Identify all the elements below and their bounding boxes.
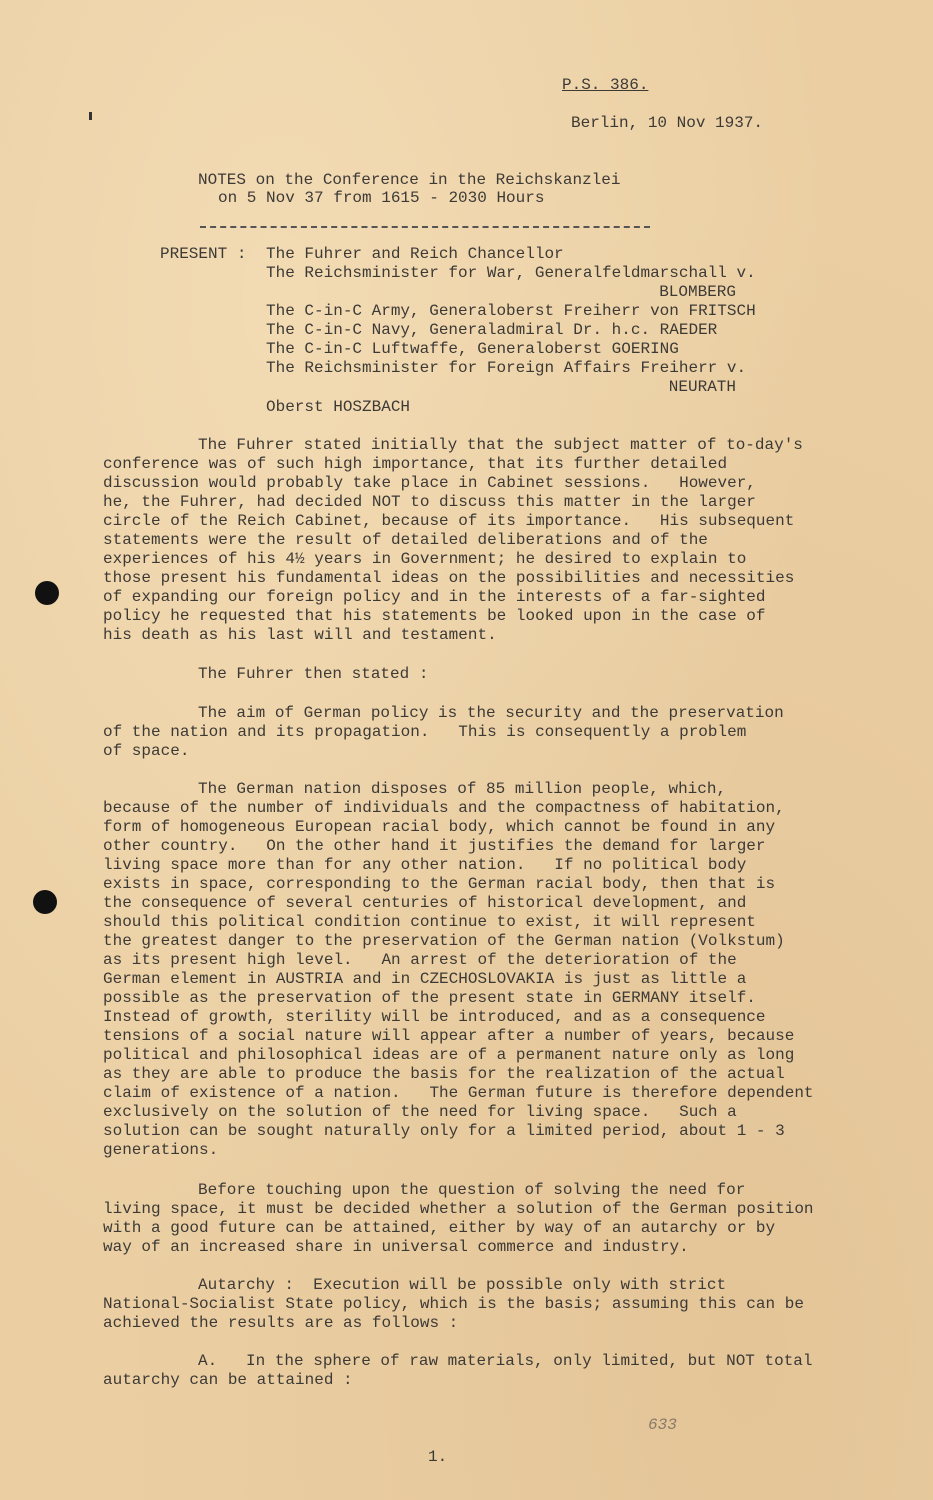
page-number: 1. [428,1448,448,1466]
date-line: Berlin, 10 Nov 1937. [571,114,764,132]
document-reference: P.S. 386. [562,76,649,94]
text-line: solution can be sought naturally only for a limited period, about 1 - 3 [103,1122,785,1140]
punch-hole [33,890,57,914]
text-line: living space, it must be decided whether a solution of the German position [103,1200,814,1218]
text-line: Before touching upon the question of solving the need for [198,1181,746,1199]
attendee-list [266,245,756,417]
document-title-line-2: on 5 Nov 37 from 1615 - 2030 Hours [218,189,545,207]
text-line: should this political condition continue to exist, it will represent [103,913,756,931]
attendee-continuation: BLOMBERG [659,283,736,301]
paragraph [103,1352,833,1390]
text-line: with a good future can be attained, either by way of an autarchy or by [103,1219,776,1237]
text-line: living space more than for any other nation. If no political body [103,856,747,874]
divider-rule [200,226,650,228]
text-line: A. In the sphere of raw materials, only limited, but NOT total [198,1352,813,1370]
attendee: The C-in-C Luftwaffe, Generaloberst GOERING [266,340,679,358]
text-line: those present his fundamental ideas on the possibilities and necessities [103,569,795,587]
text-line: of space. [103,742,190,760]
text-line: German element in AUSTRIA and in CZECHOSLOVAKIA is just as little a [103,970,747,988]
recorder: Oberst HOSZBACH [266,398,411,416]
attendee: The Fuhrer and Reich Chancellor [266,245,564,263]
text-line: the greatest danger to the preservation of the German nation (Volkstum) [103,932,785,950]
margin-mark [89,112,92,120]
present-label: PRESENT : [160,245,247,263]
text-line: of the nation and its propagation. This is consequently a problem [103,723,747,741]
attendee-continuation: NEURATH [668,378,736,396]
text-line: The Fuhrer stated initially that the subject matter of to-day's [198,436,803,454]
paragraph [103,436,833,645]
paragraph [103,1181,833,1257]
text-line: his death as his last will and testament. [103,626,497,644]
then-stated-line: The Fuhrer then stated : [198,665,429,683]
paragraph [103,1276,833,1333]
attendee: The C-in-C Navy, Generaladmiral Dr. h.c. RAEDER [266,321,718,339]
text-line: National-Socialist State policy, which is the basis; assuming this can be [103,1295,804,1313]
text-line: other country. On the other hand it justifies the demand for larger [103,837,766,855]
text-line: achieved the results are as follows : [103,1314,459,1332]
text-line: circle of the Reich Cabinet, because of its importance. His subsequent [103,512,795,530]
document-title-line-1: NOTES on the Conference in the Reichskanzlei [198,171,621,189]
text-line: form of homogeneous European racial body, which cannot be found in any [103,818,776,836]
archive-number: 633 [648,1416,677,1434]
text-line: generations. [103,1141,219,1159]
text-line: Instead of growth, sterility will be introduced, and as a consequence [103,1008,766,1026]
text-line: as its present high level. An arrest of the deterioration of the [103,951,737,969]
text-line: the consequence of several centuries of historical development, and [103,894,747,912]
text-line: he, the Fuhrer, had decided NOT to discuss this matter in the larger [103,493,756,511]
text-line: because of the number of individuals and the compactness of habitation, [103,799,785,817]
text-line: way of an increased share in universal commerce and industry. [103,1238,689,1256]
text-line: exists in space, corresponding to the German racial body, then that is [103,875,776,893]
text-line: experiences of his 4½ years in Government; he desired to explain to [103,550,747,568]
paragraph [103,780,833,1160]
text-line: tensions of a social nature will appear after a number of years, because [103,1027,795,1045]
text-line: discussion would probably take place in Cabinet sessions. However, [103,474,756,492]
text-line: exclusively on the solution of the need for living space. Such a [103,1103,737,1121]
attendee: The Reichsminister for Foreign Affairs Freiherr v. [266,359,747,377]
text-line: possible as the preservation of the present state in GERMANY itself. [103,989,756,1007]
text-line: policy he requested that his statements be looked upon in the case of [103,607,766,625]
text-line: conference was of such high importance, that its further detailed [103,455,728,473]
text-line: The aim of German policy is the security and the preservation [198,704,784,722]
text-line: Autarchy : Execution will be possible only with strict [198,1276,727,1294]
text-line: autarchy can be attained : [103,1371,353,1389]
punch-hole [35,581,59,605]
paragraph [103,704,833,761]
text-line: The German nation disposes of 85 million people, which, [198,780,727,798]
text-line: as they are able to produce the basis for the realization of the actual [103,1065,785,1083]
text-line: of expanding our foreign policy and in the interests of a far-sighted [103,588,766,606]
text-line: claim of existence of a nation. The German future is therefore dependent [103,1084,814,1102]
text-line: political and philosophical ideas are of a permanent nature only as long [103,1046,795,1064]
attendee: The C-in-C Army, Generaloberst Freiherr von FRITSCH [266,302,756,320]
text-line: statements were the result of detailed deliberations and of the [103,531,708,549]
attendee: The Reichsminister for War, Generalfeldmarschall v. [266,264,756,282]
